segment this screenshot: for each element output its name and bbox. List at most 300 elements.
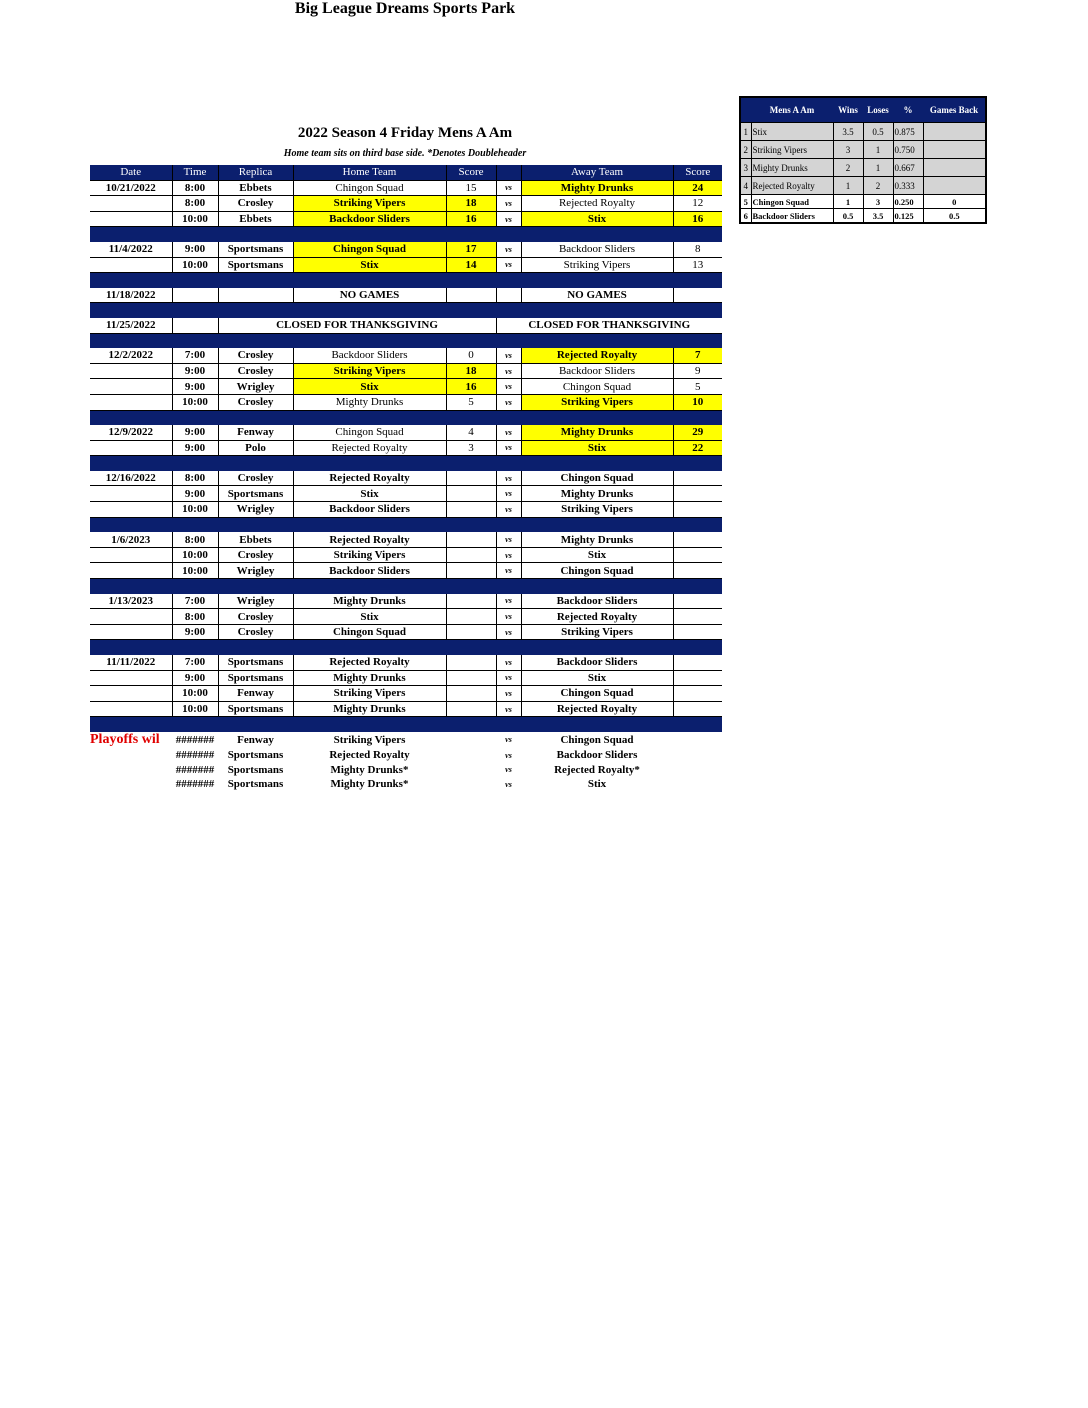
game-time: 10:00 [172, 547, 218, 563]
standings-wins: 3 [833, 141, 863, 159]
away-score: 24 [673, 180, 722, 196]
game-field: Ebbets [218, 211, 293, 227]
home-team: Mighty Drunks [293, 394, 446, 410]
home-team: Backdoor Sliders [293, 211, 446, 227]
home-score: 0 [446, 348, 496, 363]
away-score [673, 624, 722, 640]
blank-cell [446, 732, 496, 748]
game-field: Wrigley [218, 594, 293, 609]
standings-games-back [923, 141, 986, 159]
standings-losses: 3 [863, 195, 893, 209]
game-time: 10:00 [172, 686, 218, 702]
home-team: Stix [293, 609, 446, 625]
game-time: 7:00 [172, 594, 218, 609]
standings-losses: 0.5 [863, 123, 893, 141]
week-separator [90, 579, 722, 594]
away-team: Chingon Squad [521, 563, 673, 579]
blank-cell [90, 748, 172, 763]
home-score [446, 502, 496, 518]
playoff-time: ####### [175, 778, 215, 791]
date-cell [90, 609, 172, 625]
date-cell [90, 440, 172, 456]
away-team: Striking Vipers [521, 257, 673, 273]
away-team: Chingon Squad [521, 686, 673, 702]
game-field: Sportsmans [218, 655, 293, 670]
game-time: 10:00 [172, 394, 218, 410]
playoffs-label: Playoffs wil [90, 731, 160, 747]
col-home-score: Score [446, 165, 496, 180]
vs-label: vs [496, 594, 521, 609]
standings-pct: 0.875 [893, 123, 923, 141]
playoff-away: Chingon Squad [560, 733, 634, 746]
standings-col-games-back: Games Back [923, 97, 986, 123]
vs-label: vs [496, 211, 521, 227]
notice-away: NO GAMES [521, 288, 673, 303]
home-team: Mighty Drunks [293, 701, 446, 717]
standings-rank: 3 [740, 159, 751, 177]
game-date: 11/18/2022 [90, 288, 172, 303]
date-cell [90, 624, 172, 640]
game-field: Wrigley [218, 502, 293, 518]
game-date: 1/6/2023 [90, 532, 172, 547]
notice-row [90, 318, 722, 333]
vs-label: vs [496, 394, 521, 410]
playoff-time: ####### [175, 763, 215, 776]
home-score [446, 670, 496, 686]
schedule-note: Home team sits on third base side. *Denotes Doubleheader [283, 148, 527, 159]
standings-pct: 0.125 [893, 209, 923, 224]
vs-label: vs [505, 750, 512, 760]
blank-cell [673, 732, 722, 748]
date-cell [90, 486, 172, 502]
vs-label: vs [496, 624, 521, 640]
game-field: Wrigley [218, 379, 293, 395]
week-separator [90, 517, 722, 532]
game-time: 10:00 [172, 701, 218, 717]
standings-games-back: 0.5 [923, 209, 986, 224]
away-score: 10 [673, 394, 722, 410]
away-score [673, 486, 722, 502]
home-score: 4 [446, 425, 496, 440]
game-field: Fenway [218, 425, 293, 440]
game-row [90, 211, 722, 227]
game-time: 9:00 [172, 379, 218, 395]
away-team: Stix [521, 547, 673, 563]
standings-games-back [923, 177, 986, 195]
away-team: Rejected Royalty [521, 701, 673, 717]
vs-cell [496, 288, 521, 303]
vs-label: vs [496, 425, 521, 440]
game-field: Sportsmans [218, 670, 293, 686]
game-row [90, 594, 722, 609]
away-score: 29 [673, 425, 722, 440]
away-score: 8 [673, 242, 722, 257]
playoff-row [90, 763, 722, 778]
game-date: 11/4/2022 [90, 242, 172, 257]
standings-row [740, 195, 986, 209]
home-score: 16 [446, 211, 496, 227]
away-team: Backdoor Sliders [521, 594, 673, 609]
game-time: 8:00 [172, 196, 218, 212]
separator-bar [90, 303, 722, 318]
standings-team: Mighty Drunks [751, 159, 833, 177]
blank-cell [90, 763, 172, 778]
col-away-score: Score [673, 165, 722, 180]
standings-row [740, 159, 986, 177]
separator-bar [90, 717, 722, 732]
notice-row [90, 288, 722, 303]
standings-col-losses: Loses [863, 97, 893, 123]
game-row [90, 471, 722, 486]
away-score: 5 [673, 379, 722, 395]
playoff-home: Mighty Drunks* [330, 778, 409, 791]
page-title: Big League Dreams Sports Park [294, 0, 516, 17]
game-time: 7:00 [172, 655, 218, 670]
vs-label: vs [496, 655, 521, 670]
week-separator [90, 640, 722, 655]
playoff-field: Sportsmans [227, 749, 284, 762]
game-row [90, 394, 722, 410]
game-time: 7:00 [172, 348, 218, 363]
home-score: 18 [446, 363, 496, 379]
playoff-away: Backdoor Sliders [556, 749, 638, 762]
playoff-away: Rejected Royalty* [554, 763, 640, 776]
away-team: Rejected Royalty [521, 196, 673, 212]
game-row [90, 670, 722, 686]
away-team: Striking Vipers [521, 624, 673, 640]
home-score: 14 [446, 257, 496, 273]
standings-pct: 0.250 [893, 195, 923, 209]
vs-label: vs [496, 686, 521, 702]
separator-bar [90, 333, 722, 348]
away-team: Mighty Drunks [521, 486, 673, 502]
col-home-team: Home Team [293, 165, 446, 180]
away-score [673, 686, 722, 702]
game-time: 9:00 [172, 425, 218, 440]
home-team: Rejected Royalty [293, 655, 446, 670]
game-date: 11/25/2022 [90, 318, 172, 333]
game-field: Sportsmans [218, 257, 293, 273]
blank-cell [446, 763, 496, 778]
date-cell [90, 563, 172, 579]
away-score [673, 609, 722, 625]
notice-away: CLOSED FOR THANKSGIVING [496, 318, 722, 333]
home-score [446, 655, 496, 670]
home-score: 5 [446, 394, 496, 410]
home-team: Striking Vipers [293, 686, 446, 702]
playoff-field: Sportsmans [227, 763, 284, 776]
week-separator [90, 227, 722, 242]
playoff-row [90, 777, 722, 792]
separator-bar [90, 273, 722, 288]
standings-losses: 2 [863, 177, 893, 195]
standings-team: Backdoor Sliders [751, 209, 833, 224]
standings-pct: 0.333 [893, 177, 923, 195]
vs-label: vs [496, 502, 521, 518]
away-score [673, 594, 722, 609]
home-score [446, 486, 496, 502]
away-team: Stix [521, 440, 673, 456]
standings-wins: 3.5 [833, 123, 863, 141]
standings-losses: 1 [863, 159, 893, 177]
vs-label: vs [496, 609, 521, 625]
game-row [90, 348, 722, 363]
standings-wins: 1 [833, 195, 863, 209]
vs-label: vs [496, 701, 521, 717]
col-time: Time [172, 165, 218, 180]
date-cell [90, 257, 172, 273]
game-row [90, 502, 722, 518]
home-score [446, 471, 496, 486]
score-cell [673, 288, 722, 303]
away-score: 22 [673, 440, 722, 456]
standings-col-pct: % [893, 97, 923, 123]
home-team: Backdoor Sliders [293, 563, 446, 579]
away-score: 13 [673, 257, 722, 273]
away-score: 9 [673, 363, 722, 379]
home-team: Chingon Squad [293, 180, 446, 196]
game-field: Crosley [218, 609, 293, 625]
away-score: 7 [673, 348, 722, 363]
game-row [90, 180, 722, 196]
field-cell [218, 288, 293, 303]
game-field: Crosley [218, 348, 293, 363]
standings-games-back [923, 159, 986, 177]
standings-rank: 4 [740, 177, 751, 195]
game-row [90, 379, 722, 395]
standings-row [740, 141, 986, 159]
away-team: Stix [521, 670, 673, 686]
away-score [673, 532, 722, 547]
standings-rank: 2 [740, 141, 751, 159]
notice-home: CLOSED FOR THANKSGIVING [218, 318, 496, 333]
game-row [90, 609, 722, 625]
date-cell [90, 363, 172, 379]
playoff-time: ####### [175, 733, 215, 746]
game-field: Fenway [218, 686, 293, 702]
home-score [446, 594, 496, 609]
col-vs [496, 165, 521, 180]
home-score [446, 532, 496, 547]
playoff-field: Fenway [237, 733, 274, 746]
away-team: Mighty Drunks [521, 532, 673, 547]
game-row [90, 257, 722, 273]
away-score: 16 [673, 211, 722, 227]
away-team: Striking Vipers [521, 502, 673, 518]
vs-label: vs [496, 563, 521, 579]
playoff-away: Stix [587, 778, 607, 791]
home-team: Striking Vipers [293, 547, 446, 563]
home-score: 16 [446, 379, 496, 395]
home-score: 15 [446, 180, 496, 196]
blank-cell [673, 763, 722, 778]
game-row [90, 242, 722, 257]
away-score: 12 [673, 196, 722, 212]
home-score [446, 701, 496, 717]
game-row [90, 486, 722, 502]
game-row [90, 425, 722, 440]
game-field: Crosley [218, 624, 293, 640]
home-score [446, 686, 496, 702]
game-time: 8:00 [172, 609, 218, 625]
game-time: 10:00 [172, 502, 218, 518]
game-time: 9:00 [172, 670, 218, 686]
standings-games-back: 0 [923, 195, 986, 209]
standings-row [740, 123, 986, 141]
game-date: 1/13/2023 [90, 594, 172, 609]
separator-bar [90, 517, 722, 532]
home-team: Chingon Squad [293, 242, 446, 257]
standings-pct: 0.667 [893, 159, 923, 177]
home-team: Striking Vipers [293, 196, 446, 212]
game-time: 10:00 [172, 563, 218, 579]
away-team: Rejected Royalty [521, 609, 673, 625]
score-cell [446, 288, 496, 303]
standings-col-team: Mens A Am [751, 97, 833, 123]
away-score [673, 670, 722, 686]
separator-bar [90, 456, 722, 471]
standings-col-wins: Wins [833, 97, 863, 123]
game-field: Crosley [218, 196, 293, 212]
week-separator [90, 273, 722, 288]
blank-cell [673, 748, 722, 763]
game-field: Polo [218, 440, 293, 456]
week-separator [90, 333, 722, 348]
week-separator [90, 303, 722, 318]
separator-bar [90, 640, 722, 655]
vs-label: vs [496, 180, 521, 196]
standings-rank: 6 [740, 209, 751, 224]
game-field: Ebbets [218, 180, 293, 196]
game-field: Ebbets [218, 532, 293, 547]
game-field: Sportsmans [218, 242, 293, 257]
standings-team: Striking Vipers [751, 141, 833, 159]
home-team: Mighty Drunks [293, 670, 446, 686]
game-date: 12/16/2022 [90, 471, 172, 486]
game-time: 8:00 [172, 532, 218, 547]
playoff-home: Striking Vipers [333, 733, 406, 746]
away-score [673, 547, 722, 563]
standings-row [740, 209, 986, 224]
blank-cell [446, 777, 496, 792]
game-row [90, 363, 722, 379]
date-cell [90, 547, 172, 563]
separator-bar [90, 227, 722, 242]
week-separator [90, 717, 722, 732]
standings-row [740, 177, 986, 195]
standings-losses: 1 [863, 141, 893, 159]
game-field: Crosley [218, 471, 293, 486]
standings-rank: 1 [740, 123, 751, 141]
game-row [90, 686, 722, 702]
home-team: Chingon Squad [293, 624, 446, 640]
home-team: Mighty Drunks [293, 594, 446, 609]
schedule-header-row [90, 165, 722, 180]
schedule-table [90, 165, 722, 792]
col-date: Date [90, 165, 172, 180]
game-time: 8:00 [172, 471, 218, 486]
playoff-field: Sportsmans [227, 778, 284, 791]
notice-home: NO GAMES [293, 288, 446, 303]
date-cell [90, 686, 172, 702]
home-team: Backdoor Sliders [293, 502, 446, 518]
game-row [90, 440, 722, 456]
game-date: 12/9/2022 [90, 425, 172, 440]
home-team: Chingon Squad [293, 425, 446, 440]
game-time: 10:00 [172, 211, 218, 227]
blank-cell [90, 777, 172, 792]
date-cell [90, 211, 172, 227]
standings-table [739, 96, 987, 224]
vs-label: vs [496, 257, 521, 273]
vs-label: vs [496, 471, 521, 486]
game-row [90, 532, 722, 547]
separator-bar [90, 579, 722, 594]
playoff-row [90, 732, 722, 748]
standings-wins: 1 [833, 177, 863, 195]
game-time: 9:00 [172, 440, 218, 456]
game-row [90, 655, 722, 670]
home-score [446, 547, 496, 563]
playoff-time: ####### [175, 749, 215, 762]
blank-cell [446, 748, 496, 763]
game-row [90, 701, 722, 717]
vs-label: vs [505, 735, 512, 745]
game-date: 12/2/2022 [90, 348, 172, 363]
standings-col-rank [740, 97, 751, 123]
standings-team: Chingon Squad [751, 195, 833, 209]
vs-label: vs [505, 765, 512, 775]
vs-label: vs [496, 379, 521, 395]
game-field: Wrigley [218, 563, 293, 579]
standings-team: Rejected Royalty [751, 177, 833, 195]
game-row [90, 196, 722, 212]
home-team: Rejected Royalty [293, 471, 446, 486]
game-row [90, 624, 722, 640]
home-score [446, 624, 496, 640]
away-score [673, 471, 722, 486]
game-field: Crosley [218, 363, 293, 379]
date-cell [90, 502, 172, 518]
col-replica: Replica [218, 165, 293, 180]
vs-label: vs [496, 547, 521, 563]
game-row [90, 547, 722, 563]
home-score: 3 [446, 440, 496, 456]
home-team: Stix [293, 379, 446, 395]
date-cell [90, 670, 172, 686]
away-team: Mighty Drunks [521, 425, 673, 440]
away-team: Backdoor Sliders [521, 363, 673, 379]
col-away-team: Away Team [521, 165, 673, 180]
time-cell [172, 318, 218, 333]
separator-bar [90, 410, 722, 425]
away-score [673, 502, 722, 518]
game-date: 10/21/2022 [90, 180, 172, 196]
game-time: 9:00 [172, 363, 218, 379]
vs-label: vs [496, 196, 521, 212]
away-team: Striking Vipers [521, 394, 673, 410]
game-time: 9:00 [172, 624, 218, 640]
standings-wins: 2 [833, 159, 863, 177]
date-cell [90, 379, 172, 395]
date-cell [90, 701, 172, 717]
away-score [673, 701, 722, 717]
date-cell [90, 394, 172, 410]
away-score [673, 563, 722, 579]
game-field: Sportsmans [218, 701, 293, 717]
home-team: Striking Vipers [293, 363, 446, 379]
away-team: Backdoor Sliders [521, 242, 673, 257]
